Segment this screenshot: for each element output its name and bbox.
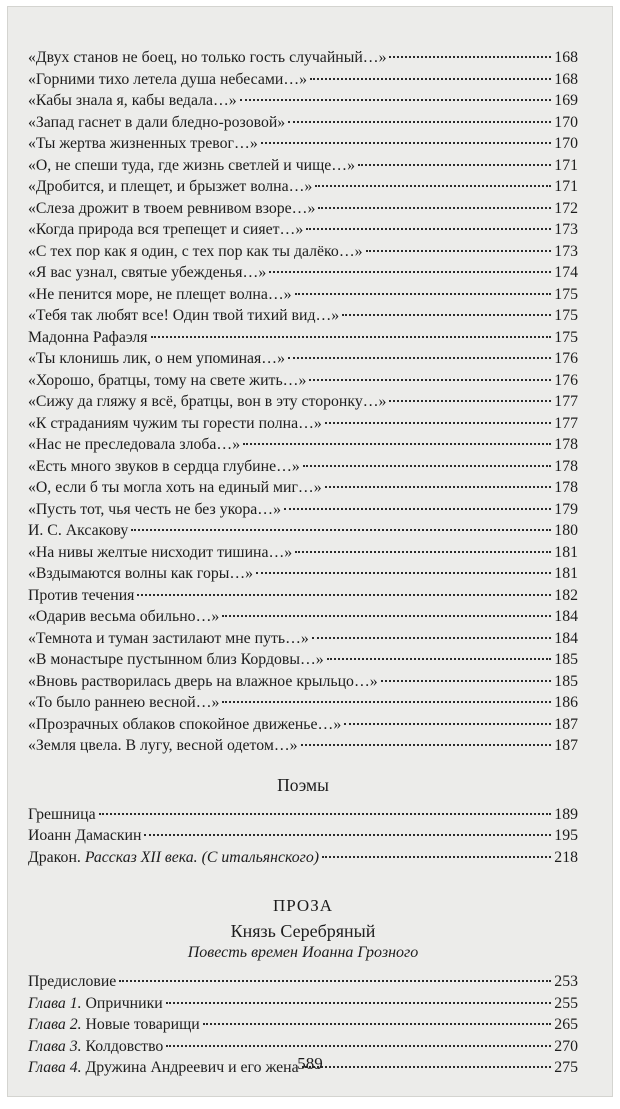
dot-leader: [284, 508, 551, 510]
entry-page: 195: [554, 827, 578, 844]
dot-leader: [325, 486, 552, 488]
dot-leader: [303, 465, 551, 467]
book-page: [7, 6, 613, 1097]
entry-title: «Сижу да гляжу я всё, братцы, вон в эту сторонку…»: [28, 393, 387, 410]
chapter-name: Колдовство: [81, 1037, 164, 1055]
entry-page: 170: [554, 113, 578, 131]
entry-title: «К страданиям чужим ты горести полна…»: [28, 414, 322, 432]
entry-title: «Земля цвела. В лугу, весной одетом…»: [28, 737, 298, 754]
entry-title: И. С. Аксакову: [28, 522, 129, 539]
chapter-name: Предисловие: [28, 973, 117, 990]
entry-page: 184: [554, 629, 578, 647]
toc-entry: [28, 456, 578, 478]
entry-page: 170: [554, 135, 578, 152]
dot-leader: [301, 744, 552, 746]
toc-entry: [28, 155, 578, 177]
entry-page: 171: [554, 178, 578, 195]
chapter-prefix: Глава 2.: [28, 1016, 82, 1033]
dot-leader: [306, 228, 551, 230]
entry-title: «Запад гаснет в дали бледно-розовой»: [28, 113, 286, 131]
entry-page: 180: [554, 522, 578, 539]
entry-title: [28, 971, 116, 993]
entry-title: «О, если б ты могла хоть на единый миг…»: [28, 479, 322, 496]
dot-leader: [358, 164, 551, 166]
dot-leader: [325, 422, 552, 424]
entry-page: 168: [554, 49, 578, 66]
toc-entry: [28, 671, 578, 693]
dot-leader: [389, 400, 551, 402]
dot-leader: [203, 1023, 552, 1025]
entry-title: «Кабы знала я, кабы ведала…»: [28, 92, 237, 109]
entry-title: «Горними тихо летела душа небесами…»: [28, 70, 308, 88]
toc-entry: [28, 585, 578, 607]
entry-page: 187: [554, 737, 578, 754]
dot-leader: [222, 615, 551, 617]
dot-leader: [288, 121, 551, 123]
entry-page: 176: [554, 350, 578, 367]
dot-leader: [261, 142, 552, 144]
entry-page: 175: [554, 328, 578, 346]
dot-leader: [342, 314, 551, 316]
entry-title: «Ты клонишь лик, о нем упоминая…»: [28, 350, 285, 367]
novel-title: Князь Серебряный: [230, 921, 376, 941]
novel-subtitle: Повесть времен Иоанна Грозного: [187, 944, 419, 961]
dot-leader: [344, 723, 551, 725]
toc-entry: [28, 69, 578, 91]
toc-entry: [28, 90, 578, 112]
toc-entry: [28, 542, 578, 564]
entry-title: [28, 993, 163, 1015]
toc-entry: [28, 434, 578, 456]
dot-leader: [256, 572, 551, 574]
entry-title: «Хорошо, братцы, тому на свете жить…»: [28, 371, 307, 389]
dot-leader: [243, 443, 551, 445]
entry-page: 175: [554, 307, 578, 324]
toc-entry: [28, 47, 578, 69]
entry-page: 186: [554, 694, 578, 711]
chapter-name: Новые товарищи: [81, 1016, 200, 1033]
dot-leader: [151, 336, 552, 338]
dot-leader: [312, 637, 552, 639]
dot-leader: [389, 56, 551, 58]
entry-title: «О, не спеши туда, где жизнь светлей и чище…»: [28, 156, 355, 174]
dot-leader: [315, 185, 551, 187]
entry-page: 177: [554, 414, 578, 432]
entry-page: 253: [554, 973, 578, 990]
entry-title: «Ты жертва жизненных тревог…»: [28, 135, 258, 152]
entry-title: Грешница: [28, 805, 96, 823]
entry-page: 172: [554, 199, 578, 217]
dot-leader: [309, 379, 551, 381]
dot-leader: [327, 658, 552, 660]
dot-leader: [310, 78, 551, 80]
entry-title: «Я вас узнал, святые убежденья…»: [28, 264, 267, 281]
dot-leader: [269, 271, 551, 273]
toc-entry: [28, 520, 578, 542]
entry-title: Мадонна Рафаэля: [28, 328, 148, 346]
entry-title: «Вновь растворилась дверь на влажное крыльцо…»: [28, 672, 378, 690]
page-number: 589: [297, 1054, 323, 1073]
poems-heading: Поэмы: [277, 774, 329, 795]
entry-title: «Двух станов не боец, но только гость случайный…»: [28, 49, 387, 66]
entry-page: 177: [554, 393, 578, 410]
entry-page: 181: [554, 565, 578, 582]
dot-leader: [381, 680, 552, 682]
dot-leader: [240, 99, 552, 101]
entry-title: «Пусть тот, чья честь не без укора…»: [28, 500, 281, 518]
entry-title: «Вздымаются волны как горы…»: [28, 565, 254, 582]
toc-entry: [28, 971, 578, 993]
chapter-prefix: Глава 4.: [28, 1059, 82, 1076]
toc-entry: [28, 1014, 578, 1036]
entry-title: «Темнота и туман застилают мне путь…»: [28, 629, 309, 647]
poems-list: [28, 804, 578, 869]
toc-entry: [28, 825, 578, 847]
dot-leader: [222, 701, 551, 703]
entry-page: 178: [554, 479, 578, 496]
entry-title: «Не пенится море, не плещет волна…»: [28, 285, 292, 303]
dot-leader: [131, 529, 551, 531]
dot-leader: [318, 207, 551, 209]
entry-page: 173: [554, 221, 578, 238]
toc-entry: [28, 370, 578, 392]
dot-leader: [295, 293, 552, 295]
dot-leader: [166, 1002, 552, 1004]
entry-page: 178: [554, 436, 578, 453]
entry-page: 171: [554, 156, 578, 174]
entry-page: 169: [554, 92, 578, 109]
chapter-prefix: Глава 1.: [28, 994, 82, 1012]
dot-leader: [295, 551, 551, 553]
dot-leader: [166, 1045, 551, 1047]
entry-page: 187: [554, 715, 578, 733]
toc-entry: [28, 284, 578, 306]
entry-page: 181: [554, 543, 578, 561]
toc-entry: [28, 477, 578, 499]
entry-title: «Нас не преследовала злоба…»: [28, 436, 241, 453]
entry-page: 175: [554, 285, 578, 303]
toc-entry: [28, 198, 578, 220]
entry-page: 270: [554, 1037, 578, 1055]
entry-page: 176: [554, 371, 578, 389]
toc-entry: [28, 804, 578, 826]
entry-title: «На нивы желтые нисходит тишина…»: [28, 543, 293, 561]
entry-title: «Прозрачных облаков спокойное движенье…»: [28, 715, 342, 733]
toc-entry: [28, 563, 578, 585]
entry-title: «С тех пор как я один, с тех пор как ты далёко…»: [28, 242, 363, 260]
toc-entry: [28, 262, 578, 284]
entry-page: 173: [554, 242, 578, 260]
chapter-name: Дружина Андреевич и его жена: [81, 1059, 299, 1076]
entry-title: [28, 847, 319, 869]
toc-entry: [28, 692, 578, 714]
dot-leader: [144, 834, 551, 836]
entry-page: 178: [554, 457, 578, 475]
entry-page: 174: [554, 264, 578, 281]
entry-page: 185: [554, 651, 578, 668]
entry-title: «Дробится, и плещет, и брызжет волна…»: [28, 178, 313, 195]
toc-entry: [28, 649, 578, 671]
toc-entry: [28, 112, 578, 134]
dot-leader: [366, 250, 552, 252]
lyrics-list: [28, 47, 578, 757]
entry-page: 168: [554, 70, 578, 88]
toc-entry: [28, 499, 578, 521]
entry-page: 182: [554, 586, 578, 604]
entry-title-italic: Рассказ XII века. (С итальянского): [84, 848, 319, 866]
dot-leader: [99, 813, 552, 815]
entry-page: 255: [554, 994, 578, 1012]
dot-leader: [119, 980, 551, 982]
entry-page: 185: [554, 672, 578, 690]
entry-page: 265: [554, 1016, 578, 1033]
toc-entry: [28, 348, 578, 370]
entry-page: 179: [554, 500, 578, 518]
toc-entry: [28, 847, 578, 869]
entry-title: «Когда природа вся трепещет и сияет…»: [28, 221, 304, 238]
toc-entry: [28, 714, 578, 736]
chapter-prefix: Глава 3.: [28, 1037, 82, 1055]
toc-entry: [28, 735, 578, 757]
entry-page: 189: [554, 805, 578, 823]
toc-entry: [28, 413, 578, 435]
toc-entry: [28, 241, 578, 263]
prose-heading: ПРОЗА: [272, 896, 333, 915]
toc-entry: [28, 219, 578, 241]
entry-title: Иоанн Дамаскин: [28, 827, 142, 844]
dot-leader: [322, 856, 551, 858]
entry-title: «То было раннею весной…»: [28, 694, 220, 711]
entry-title: «Тебя так любят все! Один твой тихий вид…»: [28, 307, 340, 324]
entry-title: «В монастыре пустынном близ Кордовы…»: [28, 651, 324, 668]
toc-entry: [28, 176, 578, 198]
entry-title: «Есть много звуков в сердца глубине…»: [28, 457, 300, 475]
toc-entry: [28, 606, 578, 628]
entry-page: 275: [554, 1059, 578, 1076]
entry-title-main: Дракон.: [28, 848, 85, 866]
entry-page: 184: [554, 608, 578, 625]
toc-entry: [28, 628, 578, 650]
entry-title: «Слеза дрожит в твоем ревнивом взоре…»: [28, 199, 316, 217]
toc-entry: [28, 327, 578, 349]
entry-page: 218: [554, 848, 578, 866]
toc-entry: [28, 305, 578, 327]
toc-entry: [28, 391, 578, 413]
entry-title: Против течения: [28, 586, 135, 604]
entry-title: «Одарив весьма обильно…»: [28, 608, 220, 625]
toc-entry: [28, 133, 578, 155]
dot-leader: [137, 594, 551, 596]
dot-leader: [288, 357, 551, 359]
entry-title: [28, 1014, 200, 1036]
table-of-contents: [28, 47, 578, 1079]
toc-entry: [28, 993, 578, 1015]
chapter-name: Опричники: [81, 994, 163, 1012]
